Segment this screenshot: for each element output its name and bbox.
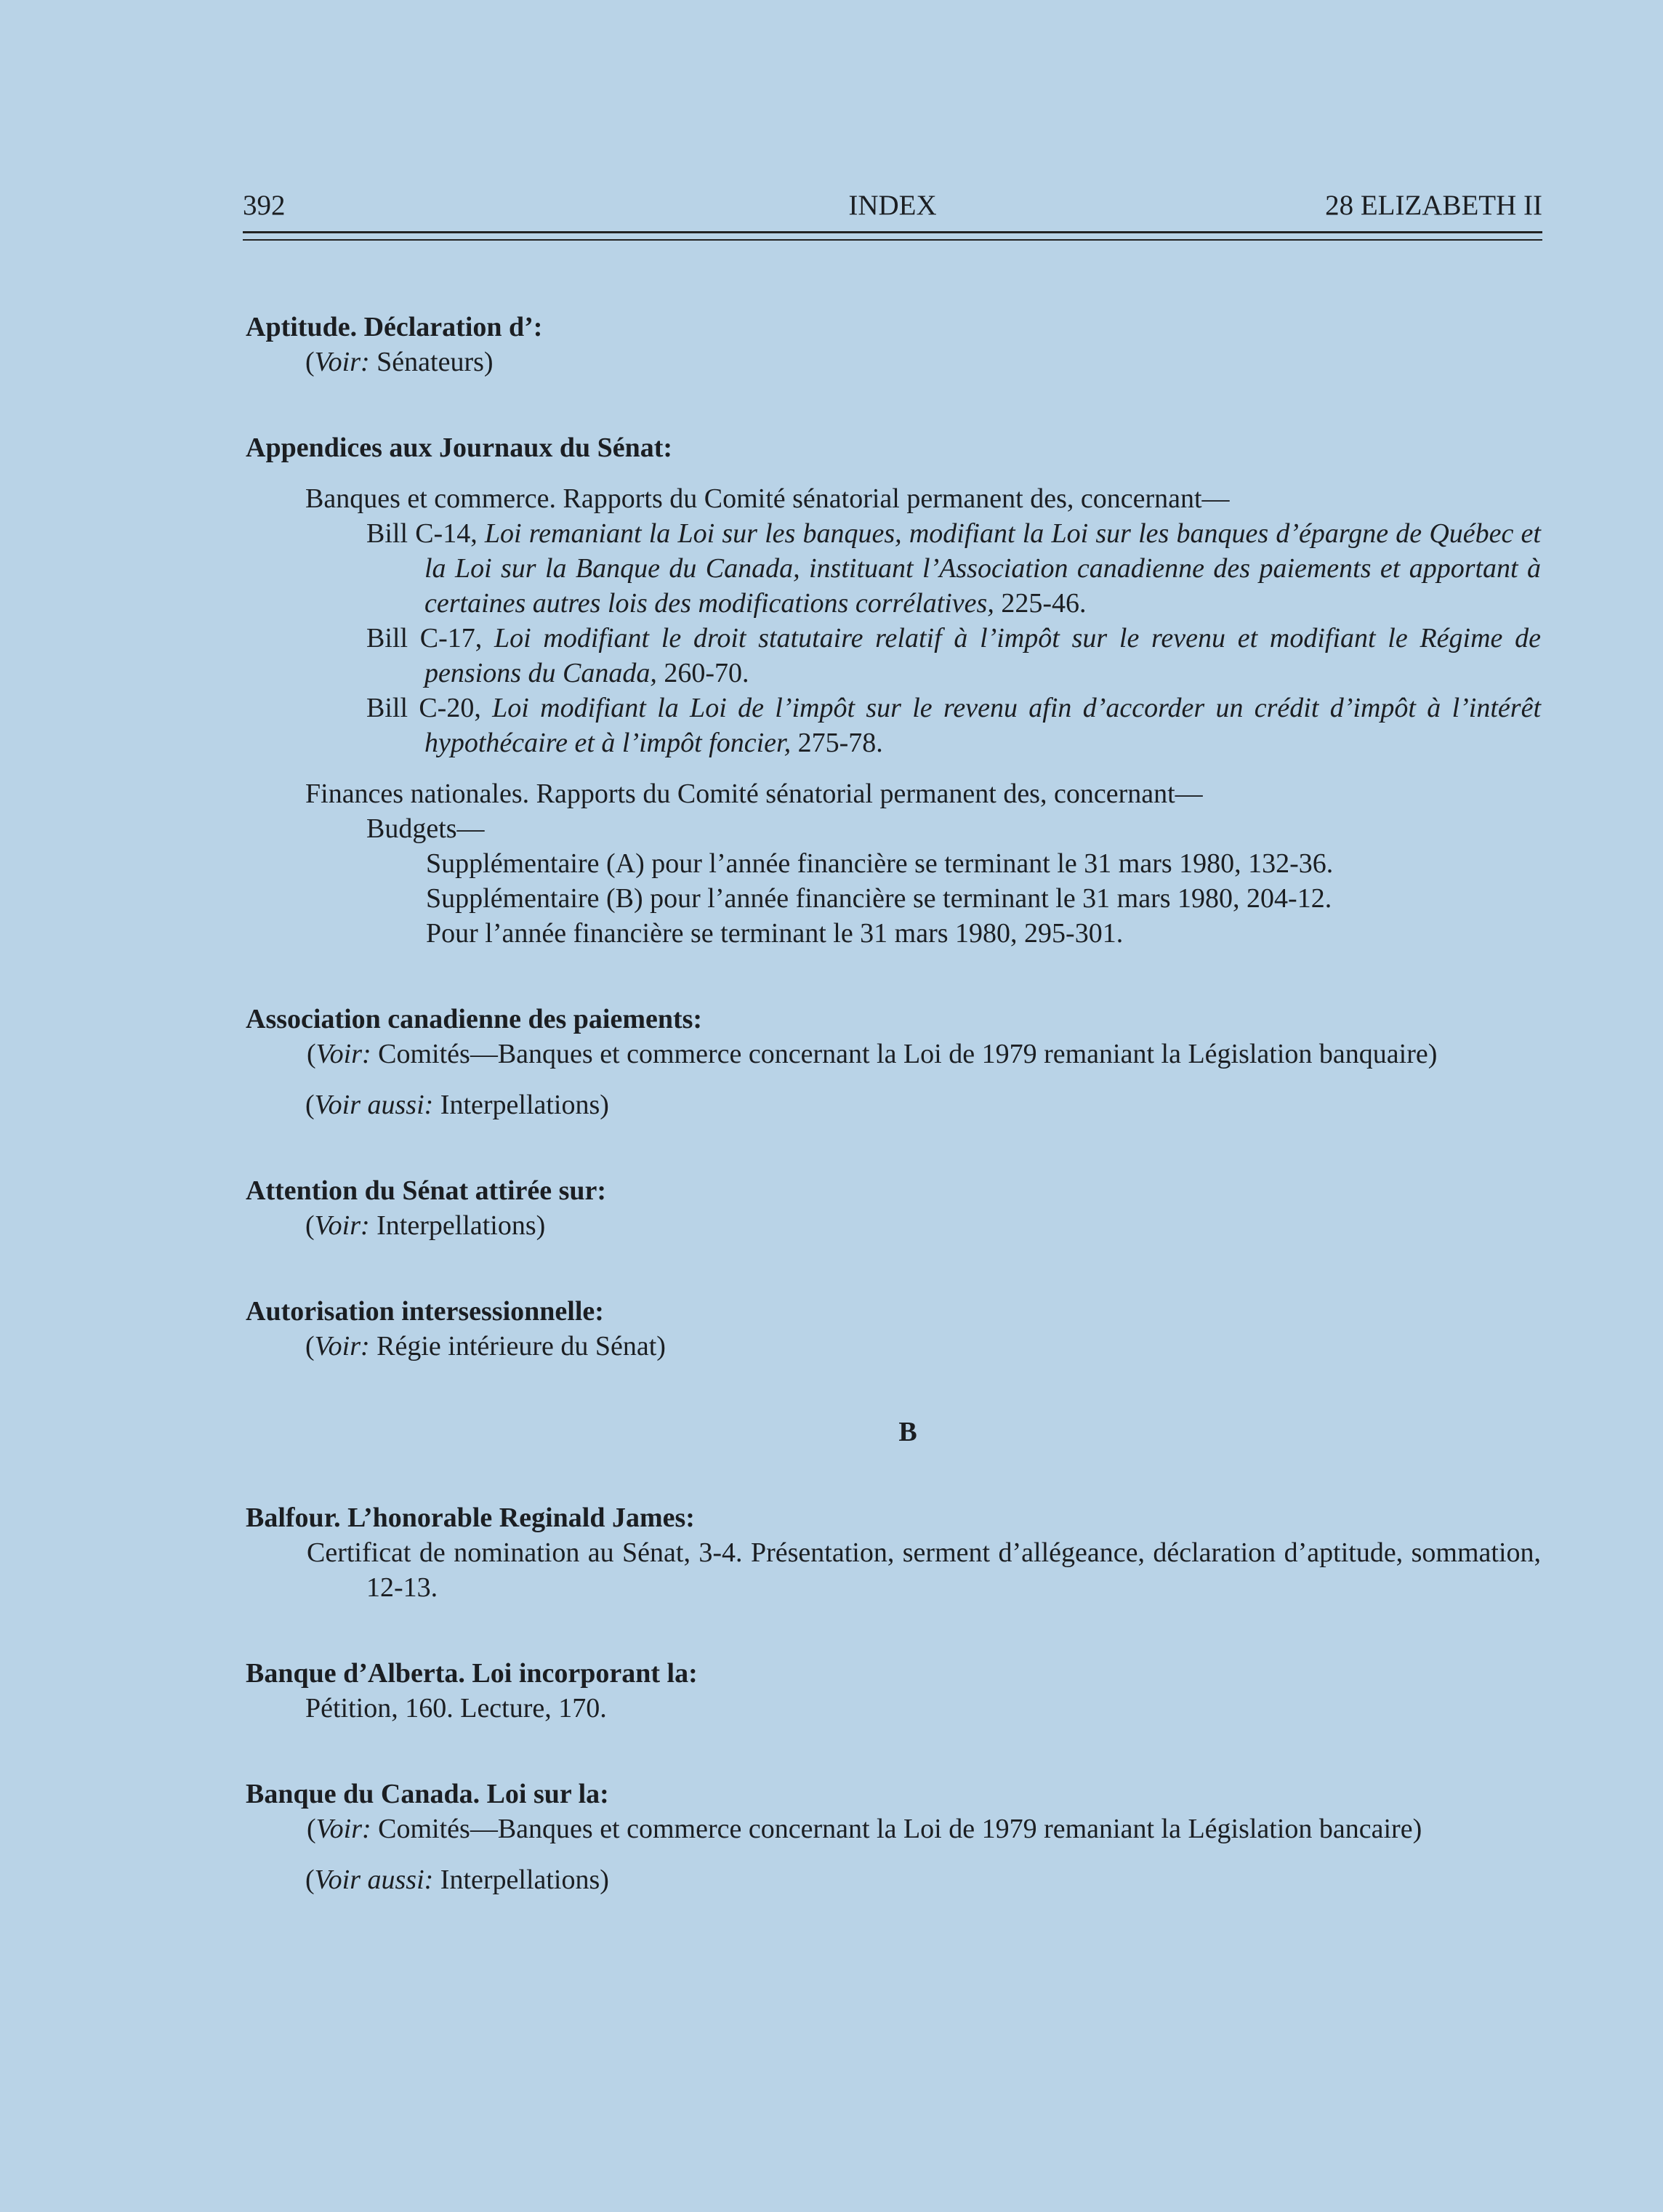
entry-heading: Association canadienne des paiements: bbox=[246, 1004, 703, 1034]
subentry-banques: Banques et commerce. Rapports du Comité sénatorial permanent des, concernant— bbox=[305, 483, 1230, 514]
cross-reference-also: (Voir aussi: Interpellations) bbox=[305, 1090, 609, 1120]
index-entry-balfour bbox=[246, 1500, 1541, 1605]
volume-label: 28 ELIZABETH II bbox=[1325, 190, 1542, 221]
voir-label: Voir: bbox=[314, 1210, 370, 1241]
cross-reference-text: Interpellations) bbox=[440, 1090, 609, 1120]
bill-title: Loi modifiant le droit statutaire relatif à l’impôt sur le revenu et modifiant le Régime de pensions du Canada, bbox=[424, 623, 1541, 688]
voir-aussi-label: Voir aussi: bbox=[314, 1865, 434, 1895]
budget-a: Supplémentaire (A) pour l’année financière se terminant le 31 mars 1980, 132-36. bbox=[426, 848, 1334, 879]
index-entry-attention bbox=[246, 1173, 1541, 1243]
entry-heading: Balfour. L’honorable Reginald James: bbox=[246, 1503, 695, 1533]
entry-heading: Appendices aux Journaux du Sénat: bbox=[246, 433, 673, 463]
cross-reference-text: Régie intérieure du Sénat) bbox=[377, 1331, 666, 1362]
index-content bbox=[246, 310, 1541, 1948]
header-rule-bottom bbox=[243, 239, 1542, 241]
voir-label: Voir: bbox=[314, 1331, 370, 1362]
bill-pages: 225-46. bbox=[1001, 588, 1087, 619]
cross-reference: (Voir: Comités—Banques et commerce concernant la Loi de 1979 remaniant la Législation banquaire) bbox=[307, 1039, 1438, 1069]
bill-label: Bill C-17, bbox=[366, 623, 483, 653]
entry-heading: Banque du Canada. Loi sur la: bbox=[246, 1779, 609, 1809]
index-entry-association bbox=[246, 1002, 1541, 1122]
cross-reference-text: Interpellations) bbox=[377, 1210, 546, 1241]
cross-reference-text: Comités—Banques et commerce concernant la Loi de 1979 remaniant la Législation banquaire) bbox=[378, 1039, 1438, 1069]
entry-text: Certificat de nomination au Sénat, 3-4. Présentation, serment d’allégeance, déclaration d’aptitude, sommation, 12-13. bbox=[307, 1537, 1541, 1603]
index-entry-banque-canada bbox=[246, 1777, 1541, 1897]
entry-text: Pétition, 160. Lecture, 170. bbox=[305, 1693, 607, 1724]
cross-reference-text: Comités—Banques et commerce concernant la Loi de 1979 remaniant la Législation bancaire) bbox=[378, 1814, 1422, 1844]
cross-reference: (Voir: Comités—Banques et commerce concernant la Loi de 1979 remaniant la Législation bancaire) bbox=[307, 1814, 1422, 1844]
cross-reference-also: (Voir aussi: Interpellations) bbox=[305, 1865, 609, 1895]
cross-reference: (Voir: Régie intérieure du Sénat) bbox=[305, 1331, 666, 1362]
index-entry-autorisation bbox=[246, 1294, 1541, 1364]
cross-reference-text: Sénateurs) bbox=[377, 347, 494, 377]
budget-main: Pour l’année financière se terminant le 31 mars 1980, 295-301. bbox=[426, 918, 1124, 949]
bill-pages: 260-70. bbox=[664, 658, 749, 688]
voir-label: Voir: bbox=[315, 1039, 371, 1069]
bill-label: Bill C-20, bbox=[366, 693, 481, 723]
index-entry-aptitude bbox=[246, 310, 1541, 379]
cross-reference: (Voir: Sénateurs) bbox=[305, 347, 494, 377]
section-letter: B bbox=[898, 1417, 917, 1447]
cross-reference: (Voir: Interpellations) bbox=[305, 1210, 546, 1241]
entry-heading: Banque d’Alberta. Loi incorporant la: bbox=[246, 1658, 698, 1689]
voir-label: Voir: bbox=[315, 1814, 371, 1844]
header-rule-top bbox=[243, 231, 1542, 233]
subentry-budgets: Budgets— bbox=[366, 813, 485, 844]
voir-label: Voir: bbox=[314, 347, 370, 377]
cross-reference-text: Interpellations) bbox=[440, 1865, 609, 1895]
bill-pages: 275-78. bbox=[797, 728, 883, 758]
subentry-finances: Finances nationales. Rapports du Comité sénatorial permanent des, concernant— bbox=[305, 779, 1203, 809]
index-entry-appendices bbox=[246, 430, 1541, 951]
bill-label: Bill C-14, bbox=[366, 518, 478, 549]
voir-aussi-label: Voir aussi: bbox=[314, 1090, 434, 1120]
index-entry-banque-alberta bbox=[246, 1656, 1541, 1726]
page-title: INDEX bbox=[848, 190, 937, 221]
page-header bbox=[243, 188, 1542, 224]
entry-heading: Autorisation intersessionnelle: bbox=[246, 1296, 604, 1327]
bill-title: Loi modifiant la Loi de l’impôt sur le revenu afin d’accorder un crédit d’impôt à l’intérêt hypothécaire et à l’impôt foncier, bbox=[424, 693, 1541, 758]
bill-title: Loi remaniant la Loi sur les banques, modifiant la Loi sur les banques d’épargne de Québec et la Loi sur la Banque du Canada, instituant l’Association canadienne des paiements et apportant à certaines autres lois des modifications corrélatives, bbox=[424, 518, 1541, 619]
bill-c17 bbox=[246, 621, 1541, 691]
entry-heading: Attention du Sénat attirée sur: bbox=[246, 1175, 607, 1206]
page-number: 392 bbox=[243, 190, 286, 221]
budget-b: Supplémentaire (B) pour l’année financière se terminant le 31 mars 1980, 204-12. bbox=[426, 883, 1332, 914]
entry-heading: Aptitude. Déclaration d’: bbox=[246, 312, 543, 342]
bill-c20 bbox=[246, 691, 1541, 760]
bill-c14 bbox=[246, 516, 1541, 621]
